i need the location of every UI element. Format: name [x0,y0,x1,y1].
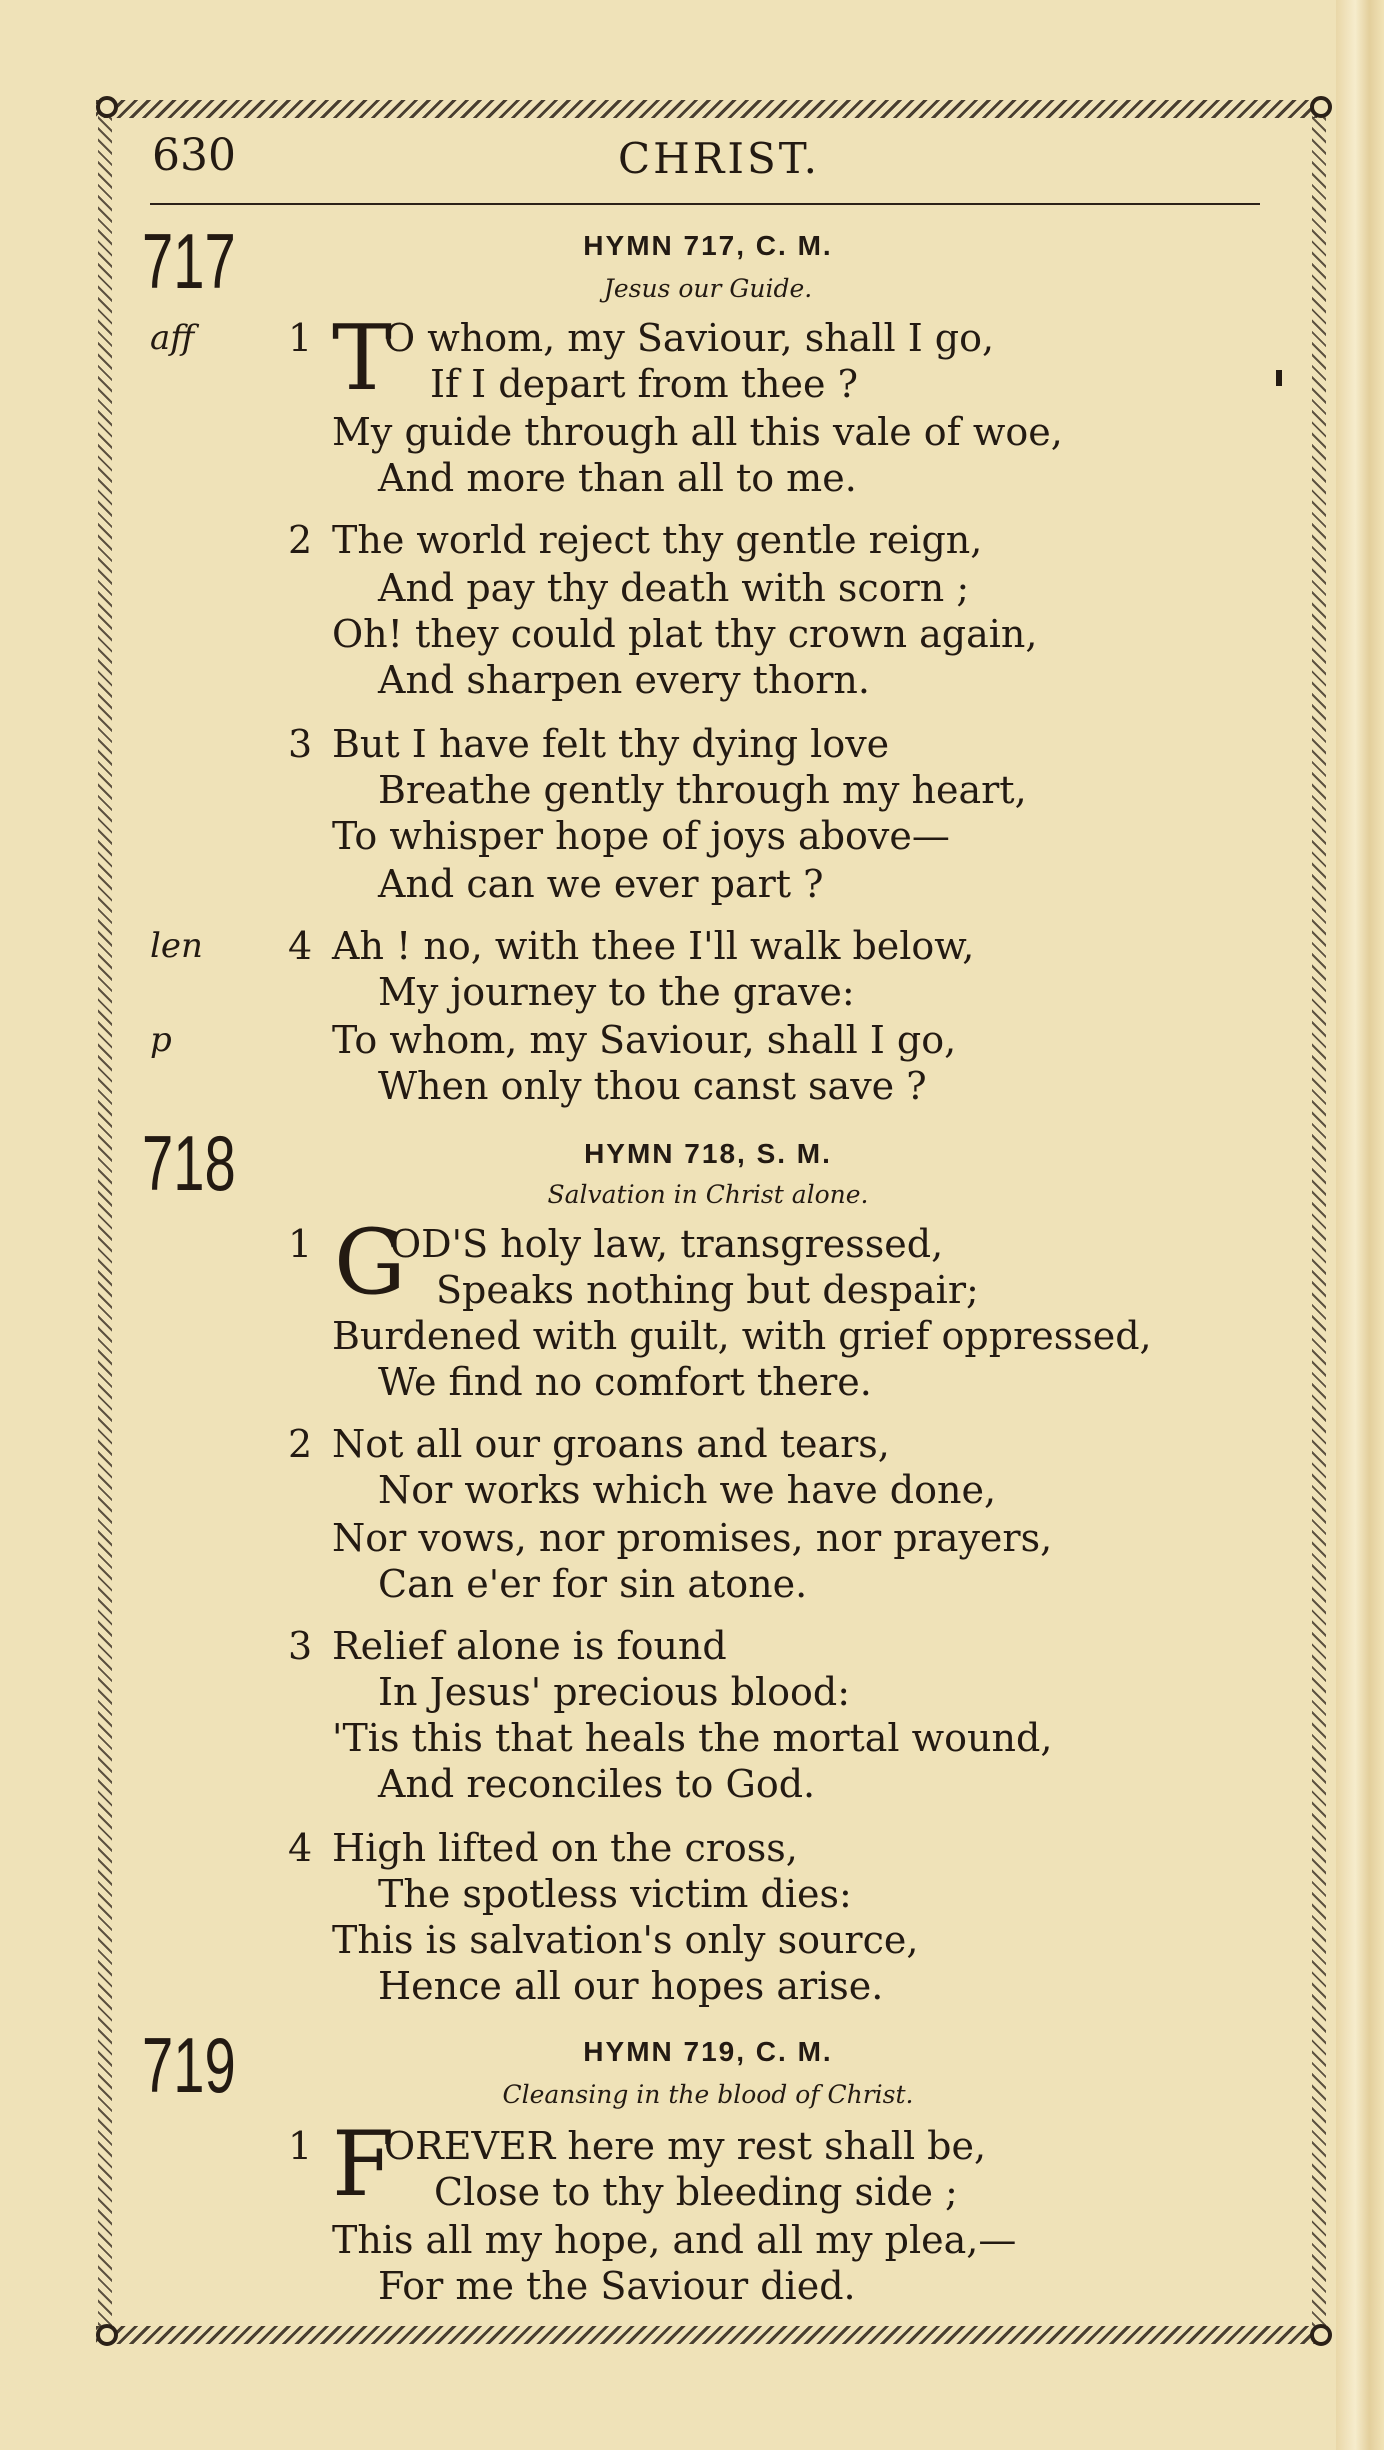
margin-mark: p [150,1020,172,1060]
drop-cap: T [332,306,393,411]
verse-line: My guide through all this vale of woe, [332,410,1063,454]
header-rule [150,203,1260,205]
verse-line: And reconciles to God. [378,1762,816,1806]
border-left-ornament [98,110,112,2336]
border-right-ornament [1312,110,1326,2336]
verse-line: O whom, my Saviour, shall I go, [384,316,995,360]
corner-ornament [96,96,118,118]
running-head: CHRIST. [618,134,820,183]
verse-number: 1 [288,316,313,360]
verse-number: 4 [288,1826,313,1870]
hymn-subtitle: Jesus our Guide. [603,274,813,303]
verse-line: High lifted on the cross, [332,1826,798,1870]
verse-line: OD'S holy law, transgressed, [390,1222,944,1266]
hymn-number: 718 [142,1119,236,1207]
verse-line: In Jesus' precious blood: [378,1670,850,1714]
verse-line: Speaks nothing but despair; [436,1268,979,1312]
verse-line: OREVER here my rest shall be, [384,2124,987,2168]
verse-line: And pay thy death with scorn ; [378,566,970,610]
verse-number: 3 [288,1624,313,1668]
verse-number: 3 [288,722,313,766]
margin-mark: aff [150,318,195,358]
verse-line: This is salvation's only source, [332,1918,919,1962]
verse-number: 2 [288,1422,313,1466]
corner-ornament [1310,96,1332,118]
verse-line: Breathe gently through my heart, [378,768,1027,812]
verse-line: To whisper hope of joys above— [332,814,950,858]
verse-line: This all my hope, and all my plea,— [332,2218,1017,2262]
hymn-title: HYMN 718, S. M. [584,1138,832,1169]
border-top-ornament [96,100,1326,118]
verse-line: Oh! they could plat thy crown again, [332,612,1038,656]
verse-number: 1 [288,1222,313,1266]
verse-line: Nor vows, nor promises, nor prayers, [332,1516,1053,1560]
ink-mark [1276,370,1282,386]
verse-line: Can e'er for sin atone. [378,1562,808,1606]
hymn-subtitle: Salvation in Christ alone. [547,1180,869,1209]
hymn-title: HYMN 717, C. M. [583,230,833,261]
verse-line: Close to thy bleeding side ; [434,2170,958,2214]
verse-line: Hence all our hopes arise. [378,1964,884,2008]
hymn-title: HYMN 719, C. M. [583,2036,833,2067]
verse-line: Relief alone is found [332,1624,727,1668]
verse-line: Ah ! no, with thee I'll walk below, [332,924,975,968]
verse-line: And sharpen every thorn. [378,658,870,702]
corner-ornament [1310,2324,1332,2346]
verse-line: My journey to the grave: [378,970,855,1014]
corner-ornament [96,2324,118,2346]
verse-number: 2 [288,518,313,562]
verse-line: For me the Saviour died. [378,2264,856,2308]
verse-line: If I depart from thee ? [430,362,858,406]
verse-line: When only thou canst save ? [378,1064,927,1108]
verse-line: Burdened with guilt, with grief oppressed, [332,1314,1152,1358]
drop-cap: F [332,2112,395,2217]
verse-line: And more than all to me. [378,456,857,500]
margin-mark: len [150,926,203,966]
verse-line: The world reject thy gentle reign, [332,518,983,562]
verse-number: 1 [288,2124,313,2168]
hymn-subtitle: Cleansing in the blood of Christ. [502,2080,914,2109]
verse-line: And can we ever part ? [378,862,824,906]
verse-line: We find no comfort there. [378,1360,872,1404]
verse-number: 4 [288,924,313,968]
page-number: 630 [152,130,236,181]
verse-line: The spotless victim dies: [378,1872,852,1916]
border-bottom-ornament [96,2326,1326,2344]
drop-cap: G [334,1210,406,1315]
verse-line: But I have felt thy dying love [332,722,890,766]
hymn-number: 719 [142,2021,236,2109]
verse-line: Nor works which we have done, [378,1468,997,1512]
hymn-number: 717 [142,217,236,305]
verse-line: Not all our groans and tears, [332,1422,890,1466]
verse-line: 'Tis this that heals the mortal wound, [332,1716,1053,1760]
verse-line: To whom, my Saviour, shall I go, [332,1018,957,1062]
